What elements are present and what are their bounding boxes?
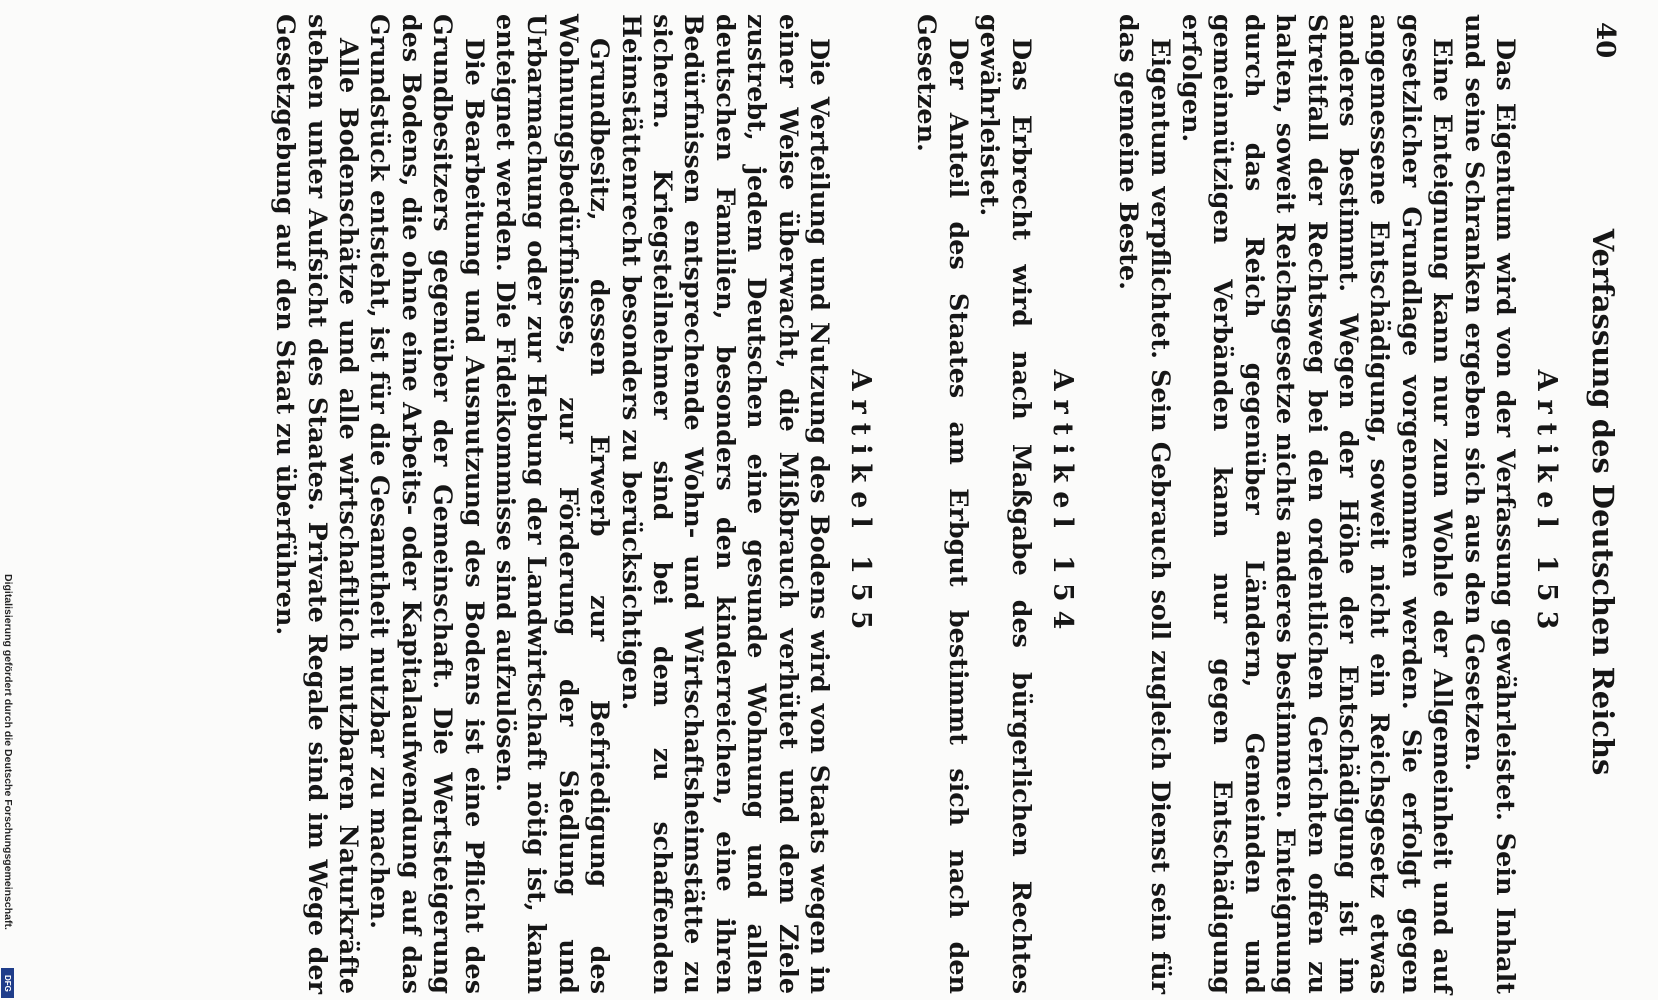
paragraph: Eine Enteignung kann nur zum Wohle der Allgemeinheit und auf gesetzlicher Grundlage vorgenommen werden. Sie erfolgt gegen angemessene Entschädigung, soweit nicht ein Reichsgesetz etwas anderes bestimmt. Wegen der Höhe der Entschädigung ist im Streitfall der Rechtsweg bei den ordentlichen Gerichten offen zu halten, soweit Reichsgesetze nichts anderes bestimmen. Enteignung durch das Reich gegenüber Ländern, Gemeinden und gemeinnützigen Verbänden kann nur gegen Entschädigung erfolgen. (1176, 14, 1459, 994)
paragraph: Die Verteilung und Nutzung des Bodens wird von Staats wegen in einer Weise überwacht, die Mißbrauch verhütet und dem Ziele zustrebt, jedem Deutschen eine gesunde Wohnung und allen deutschen Familien, besonders den kinderreichen, eine ihren Bedürfnissen entsprechende Wohn- und Wirtschaftsheimstätte zu sichern. Kriegsteilnehmer sind bei dem zu schaffenden Heimstättenrecht besonders zu berücksichtigen. (616, 14, 836, 994)
article-heading: Artikel 154 (1046, 369, 1078, 639)
article-heading: Artikel 155 (845, 369, 877, 639)
article-heading: Artikel 153 (1531, 369, 1562, 639)
paragraph: Alle Bodenschätze und alle wirtschaftlich nutzbaren Naturkräfte stehen unter Aufsicht des Staates. Private Regale sind im Wege der Gesetzgebung auf den Staat zu überführen. (271, 14, 364, 994)
digitization-credit (0, 0, 16, 1000)
credit-text: Digitalisierung gefördert durch die Deutsche Forschungsgemeinschaft. (2, 574, 14, 930)
paragraph: Eigentum verpflichtet. Sein Gebrauch soll zugleich Dienst sein für das gemeine Beste. (1114, 14, 1176, 994)
article-155 (270, 14, 877, 994)
paragraph: Der Anteil des Staates am Erbgut bestimmt sich nach den Gesetzen. (912, 14, 974, 994)
running-title: Verfassung des Deutschen Reichs (1586, 228, 1620, 776)
paragraph: Grundbesitz, dessen Erwerb zur Befriedigung des Wohnungsbedürfnisses, zur Förderung der Siedlung und Urbarmachung oder zur Hebung der Landwirtschaft nötig ist, kann enteignet werden. Die Fideikommisse sind aufzulösen. (491, 14, 616, 994)
dfg-logo: DFG (1, 968, 14, 998)
article-153 (1113, 14, 1563, 994)
document-body (270, 14, 1565, 994)
running-header (1580, 22, 1620, 982)
article-154 (911, 14, 1079, 994)
paragraph: Die Bearbeitung und Ausnutzung des Bodens ist eine Pflicht des Grundbesitzers gegenüber der Gemeinschaft. Die Wertsteigerung des Bodens, die ohne eine Arbeits- oder Kapitalaufwendung auf das Grundstück entsteht, ist für die Gesamtheit nutzbar zu machen. (365, 14, 490, 994)
paragraph: Das Erbrecht wird nach Maßgabe des bürgerlichen Rechtes gewährleistet. (975, 14, 1037, 994)
page-number: 40 (1590, 22, 1620, 59)
paragraph: Das Eigentum wird von der Verfassung gewährleistet. Sein Inhalt und seine Schranken ergeben sich aus den Gesetzen. (1459, 14, 1521, 994)
